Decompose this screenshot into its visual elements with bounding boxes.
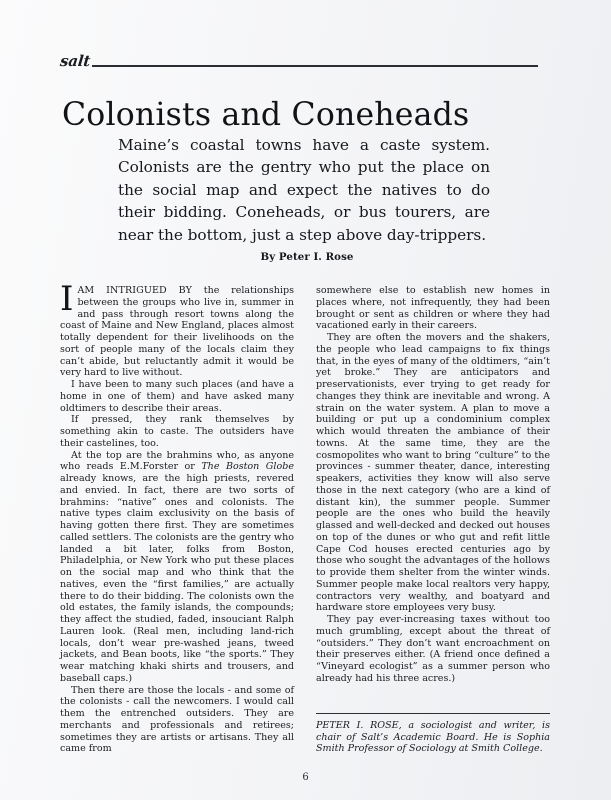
paragraph <box>316 285 550 332</box>
body-columns <box>60 279 551 755</box>
paragraph-text: somewhere else to establish new homes in places where, not infrequently, they had been brought or sent as children or where they had vacationed early in their careers. <box>316 285 550 332</box>
paragraph-text: They are often the movers and the shakers, the people who lead campaigns to fix things that, in the eyes of many of the oldtimers, “ain’t yet broke.” They are anticipators and preservationists, ever trying to get ready for changes they think are inevitable and wrong. A strain on the water system. A plan to move a building or put up a condominium complex which would threaten the ambiance of their towns. At the same time, they are the cosmopolites who want to bring “culture” to the provinces - summer theater, dance, interesting speakers, activities they know will also serve those in the next category (who are a kind of distant kin), the summer people. Summer people are the ones who build the heavily glassed and well-decked and decked out houses on top of the dunes or who gut and refit little Cape Cod houses erected centuries ago by those who sought the advantages of the hollows to provide them shelter from the winter winds. Summer people make local realtors very happy, contractors very wealthy, and boatyard and hardware store employees very busy. <box>316 332 550 614</box>
lead-phrase: AM INTRIGUED BY <box>77 285 193 296</box>
paragraph-text: the relationships between the groups who live in, summer in and pass through resort towns along the coast of Maine and New England, places almost totally dependent for their livelihoods on the sort of people many of the locals claim they can’t abide, but reluctantly admit it would be very hard to live without. <box>60 285 295 379</box>
bio-text <box>316 720 550 755</box>
bio-description: , a sociologist and writer, is chair of Salt’s Academic Board. He is Sophia Smith Professor of Sociology at Smith College. <box>316 719 550 755</box>
publication-logo: salt <box>59 52 92 70</box>
paragraph-text: At the top are the brahmins who, as anyone who reads E.M.Forster or <box>60 449 294 473</box>
paragraph <box>316 614 550 685</box>
paragraph <box>60 379 294 414</box>
paragraph <box>60 414 294 449</box>
page-number: 6 <box>302 772 309 783</box>
author-bio-note <box>316 713 550 755</box>
paragraph-text: If pressed, they rank themselves by something akin to caste. The outsiders have their castelines, too. <box>60 414 294 449</box>
drop-cap: I <box>60 279 74 319</box>
author-name: PETER I. ROSE <box>316 719 399 731</box>
page-title: Colonists and Coneheads <box>62 97 470 134</box>
byline: By Peter I. Rose <box>260 251 354 263</box>
paragraph-text: I have been to many such places (and have a home in one of them) and have asked many oldtimers to describe their areas. <box>60 379 294 414</box>
header-rule <box>92 65 538 67</box>
paragraph <box>60 450 294 685</box>
column-right <box>316 285 550 755</box>
paragraph-text: Then there are those the locals - and some of the colonists - call the newcomers. I would call them the entrenched outsiders. They are merchants and professionals and retirees; sometimes they are artists or artisans. They all came from <box>60 684 294 755</box>
paragraph-text: They pay ever-increasing taxes without too much grumbling, except about the threat of “outsiders.” They don’t want encroachment on their preserves either. (A friend once defined a “Vineyard ecologist” as a summer person who already had his three acres.) <box>316 614 550 684</box>
paragraph-text: already knows, are the high priests, revered and envied. In fact, there are two sorts of brahmins: “native” ones and colonists. The native types claim exclusivity on the basis of having gotten there first. They are sometimes called settlers. The colonists are the gentry who landed a bit later, folks from Boston, Philadelphia, or New York who put these places on the social map and who think that the natives, even the “first families,” are actually there to do their bidding. The colonists own the old estates, the family islands, the compounds; they affect the studied, faded, insouciant Ralph Lauren look. (Real men, including land-rich locals, don’t wear pre-washed jeans, tweed jackets, and Bean boots, like “the sports.” They wear matching khaki shirts and trousers, and baseball caps.) <box>60 473 294 684</box>
cited-title: The Boston Globe <box>201 461 294 473</box>
paragraph <box>60 685 294 756</box>
running-head <box>60 48 538 70</box>
article-deck: Maine’s coastal towns have a caste system. Colonists are the gentry who put the place on the social map and expect the natives to do their bidding. Coneheads, or bus tourers, are near the bottom, just a step above day-trippers. <box>118 136 490 244</box>
paragraph-lead <box>60 279 295 379</box>
paragraph <box>316 332 550 614</box>
column-left <box>60 279 295 755</box>
bio-separator-rule <box>316 713 550 714</box>
